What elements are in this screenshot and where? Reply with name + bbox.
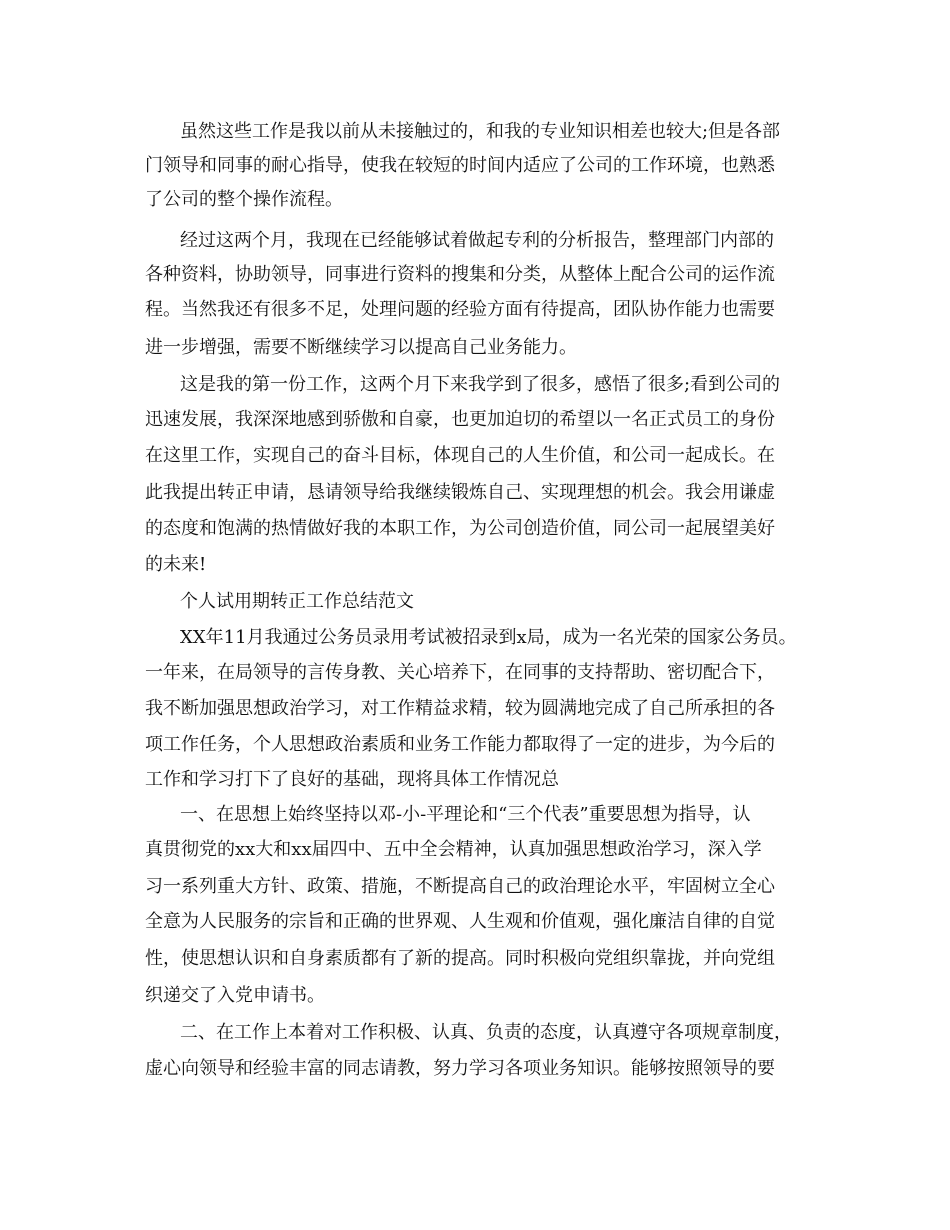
text-line: 性，使思想认识和自身素质都有了新的提高。同时积极向党组织靠拢，并向党组 bbox=[145, 948, 775, 969]
text-line: 这是我的第一份工作，这两个月下来我学到了很多，感悟了很多;看到公司的 bbox=[180, 374, 781, 395]
text-line: 的态度和饱满的热情做好我的本职工作，为公司创造价值，同公司一起展望美好 bbox=[145, 518, 775, 539]
text-line: 我不断加强思想政治学习，对工作精益求精，较为圆满地完成了自己所承担的各 bbox=[145, 698, 775, 719]
text-line: 工作和学习打下了良好的基础，现将具体工作情况总 bbox=[145, 769, 559, 790]
text-line: 在这里工作，实现自己的奋斗目标，体现自己的人生价值，和公司一起成长。在 bbox=[145, 445, 775, 466]
text-line: 进一步增强，需要不断继续学习以提高自己业务能力。 bbox=[145, 337, 577, 358]
text-line: 一年来，在局领导的言传身教、关心培养下，在同事的支持帮助、密切配合下， bbox=[145, 662, 775, 683]
text-line: 此我提出转正申请，恳请领导给我继续锻炼自己、实现理想的机会。我会用谦虚 bbox=[145, 482, 775, 503]
text-line: XX年11月我通过公务员录用考试被招录到x局，成为一名光荣的国家公务员。 bbox=[180, 627, 797, 648]
text-line: 一、在思想上始终坚持以邓-小-平理论和“三个代表”重要思想为指导，认 bbox=[180, 804, 751, 825]
text-line: 项工作任务，个人思想政治素质和业务工作能力都取得了一定的进步，为今后的 bbox=[145, 734, 775, 755]
text-line: 门领导和同事的耐心指导，使我在较短的时间内适应了公司的工作环境，也熟悉 bbox=[145, 155, 775, 176]
text-line: 全意为人民服务的宗旨和正确的世界观、人生观和价值观，强化廉洁自律的自觉 bbox=[145, 911, 775, 932]
section-heading: 个人试用期转正工作总结范文 bbox=[180, 591, 414, 612]
text-line: 虽然这些工作是我以前从未接触过的，和我的专业知识相差也较大;但是各部 bbox=[180, 121, 781, 142]
text-line: 二、在工作上本着对工作积极、认真、负责的态度，认真遵守各项规章制度， bbox=[180, 1022, 792, 1043]
text-line: 真贯彻党的xx大和xx届四中、五中全会精神，认真加强思想政治学习，深入学 bbox=[145, 839, 762, 860]
text-line: 的未来! bbox=[145, 554, 207, 575]
text-line: 各种资料，协助领导，同事进行资料的搜集和分类，从整体上配合公司的运作流 bbox=[145, 264, 775, 285]
text-line: 虚心向领导和经验丰富的同志请教，努力学习各项业务知识。能够按照领导的要 bbox=[145, 1058, 775, 1079]
text-line: 程。当然我还有很多不足，处理问题的经验方面有待提高，团队协作能力也需要 bbox=[145, 299, 775, 320]
text-line: 经过这两个月，我现在已经能够试着做起专利的分析报告，整理部门内部的 bbox=[180, 230, 774, 251]
text-line: 了公司的整个操作流程。 bbox=[145, 189, 343, 210]
text-line: 迅速发展，我深深地感到骄傲和自豪，也更加迫切的希望以一名正式员工的身份 bbox=[145, 409, 775, 430]
text-line: 织递交了入党申请书。 bbox=[145, 985, 325, 1006]
text-line: 习一系列重大方针、政策、措施，不断提高自己的政治理论水平，牢固树立全心 bbox=[145, 876, 775, 897]
